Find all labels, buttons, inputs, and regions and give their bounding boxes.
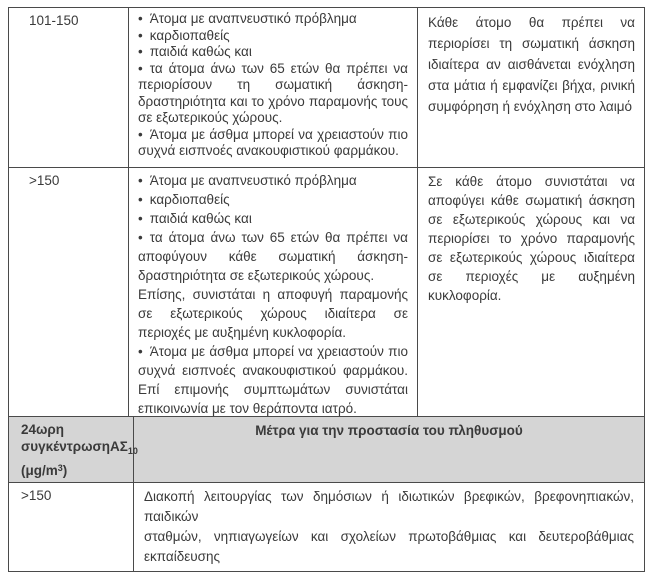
sensitive-groups-cell (129, 168, 418, 423)
bullet-icon: • (138, 27, 143, 43)
bullet-item (138, 44, 408, 61)
advice-text: Κάθε άτομο θα πρέπει να περιορίσει τη σωματική άσκηση ιδιαίτερα αν αισθάνεται ενόχληση στα μάτια ή εμφανίζει βήχα, ρινική συμφόρηση ή ενόχληση στο λαιμό (428, 15, 635, 114)
concentration-word: συγκέντρωση (21, 439, 110, 454)
pm10-symbol: $A\Sigma_{10}$ (110, 439, 138, 456)
pm10-health-recommendations-table (8, 7, 645, 423)
unit-label: $(\mu g/m^3)$ (21, 463, 68, 478)
concentration-range-value: 101-150 (29, 13, 79, 28)
concentration-range-value: >150 (29, 173, 60, 188)
general-advice-cell (418, 168, 645, 423)
concentration-header-line1: 24ωρη (21, 422, 65, 437)
bullet-item (138, 61, 408, 127)
bullet-item (138, 11, 408, 28)
bullet-item (138, 28, 408, 45)
bullet-icon: • (138, 230, 143, 245)
bullet-item (138, 190, 408, 209)
bullet-icon: • (138, 44, 143, 59)
concentration-range-value: >150 (21, 488, 52, 503)
bullet-item (138, 127, 408, 160)
bullet-item-text: Άτομα με άσθμα μπορεί να χρειαστούν πιο συχνά εισπνοές ανακουφιστικού φαρμάκου. Επί επιμονής συμπτωμάτων συνιστάται επικοινωνία με τον θεράποντα ιατρό. (138, 344, 408, 416)
measures-header-cell (134, 417, 645, 483)
note-paragraph: Επίσης, συνιστάται η αποφυγή παραμονής σε εξωτερικούς χώρους ιδιαίτερα σε περιοχές με αυξημένη κυκλοφορία. (138, 287, 408, 340)
bullet-item-text: τα άτομα άνω των 65 ετών θα πρέπει να περιορίσουν τη σωματική άσκηση-δραστηριότητα και το χρόνο παραμονής τους σε εξωτερικούς χώρους. (138, 60, 408, 125)
concentration-header-cell (9, 417, 138, 483)
bullet-icon: • (138, 344, 143, 359)
table-row-over-150-measures (9, 483, 645, 572)
unit-superscript: 3 (57, 463, 63, 473)
bullet-item-text: Άτομα με αναπνευστικό πρόβλημα (149, 11, 357, 26)
bullet-icon: • (138, 173, 143, 188)
table-row-101-150 (9, 8, 645, 168)
measure-paragraph: σταθμών, νηπιαγωγείων και σχολείων πρωτοβάθμιας και δευτεροβάθμιας εκπαίδευσης (144, 529, 634, 564)
bullet-icon: • (138, 126, 143, 142)
concentration-range-cell (9, 168, 129, 423)
pm10-subscript: 10 (127, 446, 138, 456)
bullet-icon: • (138, 192, 143, 207)
bullet-item (138, 171, 408, 190)
bullet-item (138, 228, 408, 285)
bullet-icon: • (138, 211, 143, 226)
concentration-range-cell (9, 8, 129, 168)
general-advice-cell (418, 8, 645, 168)
bullet-item-text: καρδιοπαθείς (149, 192, 230, 207)
bullet-item-text: Άτομα με άσθμα μπορεί να χρειαστούν πιο συχνά εισπνοές ανακουφιστικού φαρμάκου. (138, 126, 408, 158)
advice-text: Σε κάθε άτομο συνιστάται να αποφύγει κάθε σωματική άσκηση σε εξωτερικούς χώρους και να περιορίσει το χρόνο παραμονής σε εξωτερικούς χώρους ιδιαίτερα σε περιοχές με αυξημένη κυκλοφορία. (428, 174, 635, 303)
bullet-icon: • (138, 11, 143, 26)
measures-header-title: Μέτρα για την προστασία του πληθυσμού (255, 423, 523, 438)
bullet-item-text: παιδιά καθώς και (149, 211, 252, 226)
sensitive-groups-cell (129, 8, 418, 168)
bullet-item-text: Άτομα με αναπνευστικό πρόβλημα (149, 173, 357, 188)
measures-cell (134, 483, 645, 572)
bullet-item-text: παιδιά καθώς και (149, 44, 252, 59)
table-row-over-150 (9, 168, 645, 423)
concentration-range-cell (9, 483, 134, 572)
table-header-row (9, 417, 645, 483)
bullet-item (138, 342, 408, 418)
bullet-item (138, 209, 408, 228)
bullet-item-text: τα άτομα άνω των 65 ετών θα πρέπει να αποφύγουν κάθε σωματική άσκηση-δραστηριότητα σε εξωτερικούς χώρους. (138, 230, 408, 283)
bullet-item-text: καρδιοπαθείς (149, 27, 230, 43)
concentration-header-line2 (21, 438, 138, 460)
measure-paragraph: Διακοπή λειτουργίας των δημόσιων ή ιδιωτικών βρεφικών, βρεφονηπιακών, παιδικών (144, 489, 634, 524)
bullet-icon: • (138, 60, 143, 76)
